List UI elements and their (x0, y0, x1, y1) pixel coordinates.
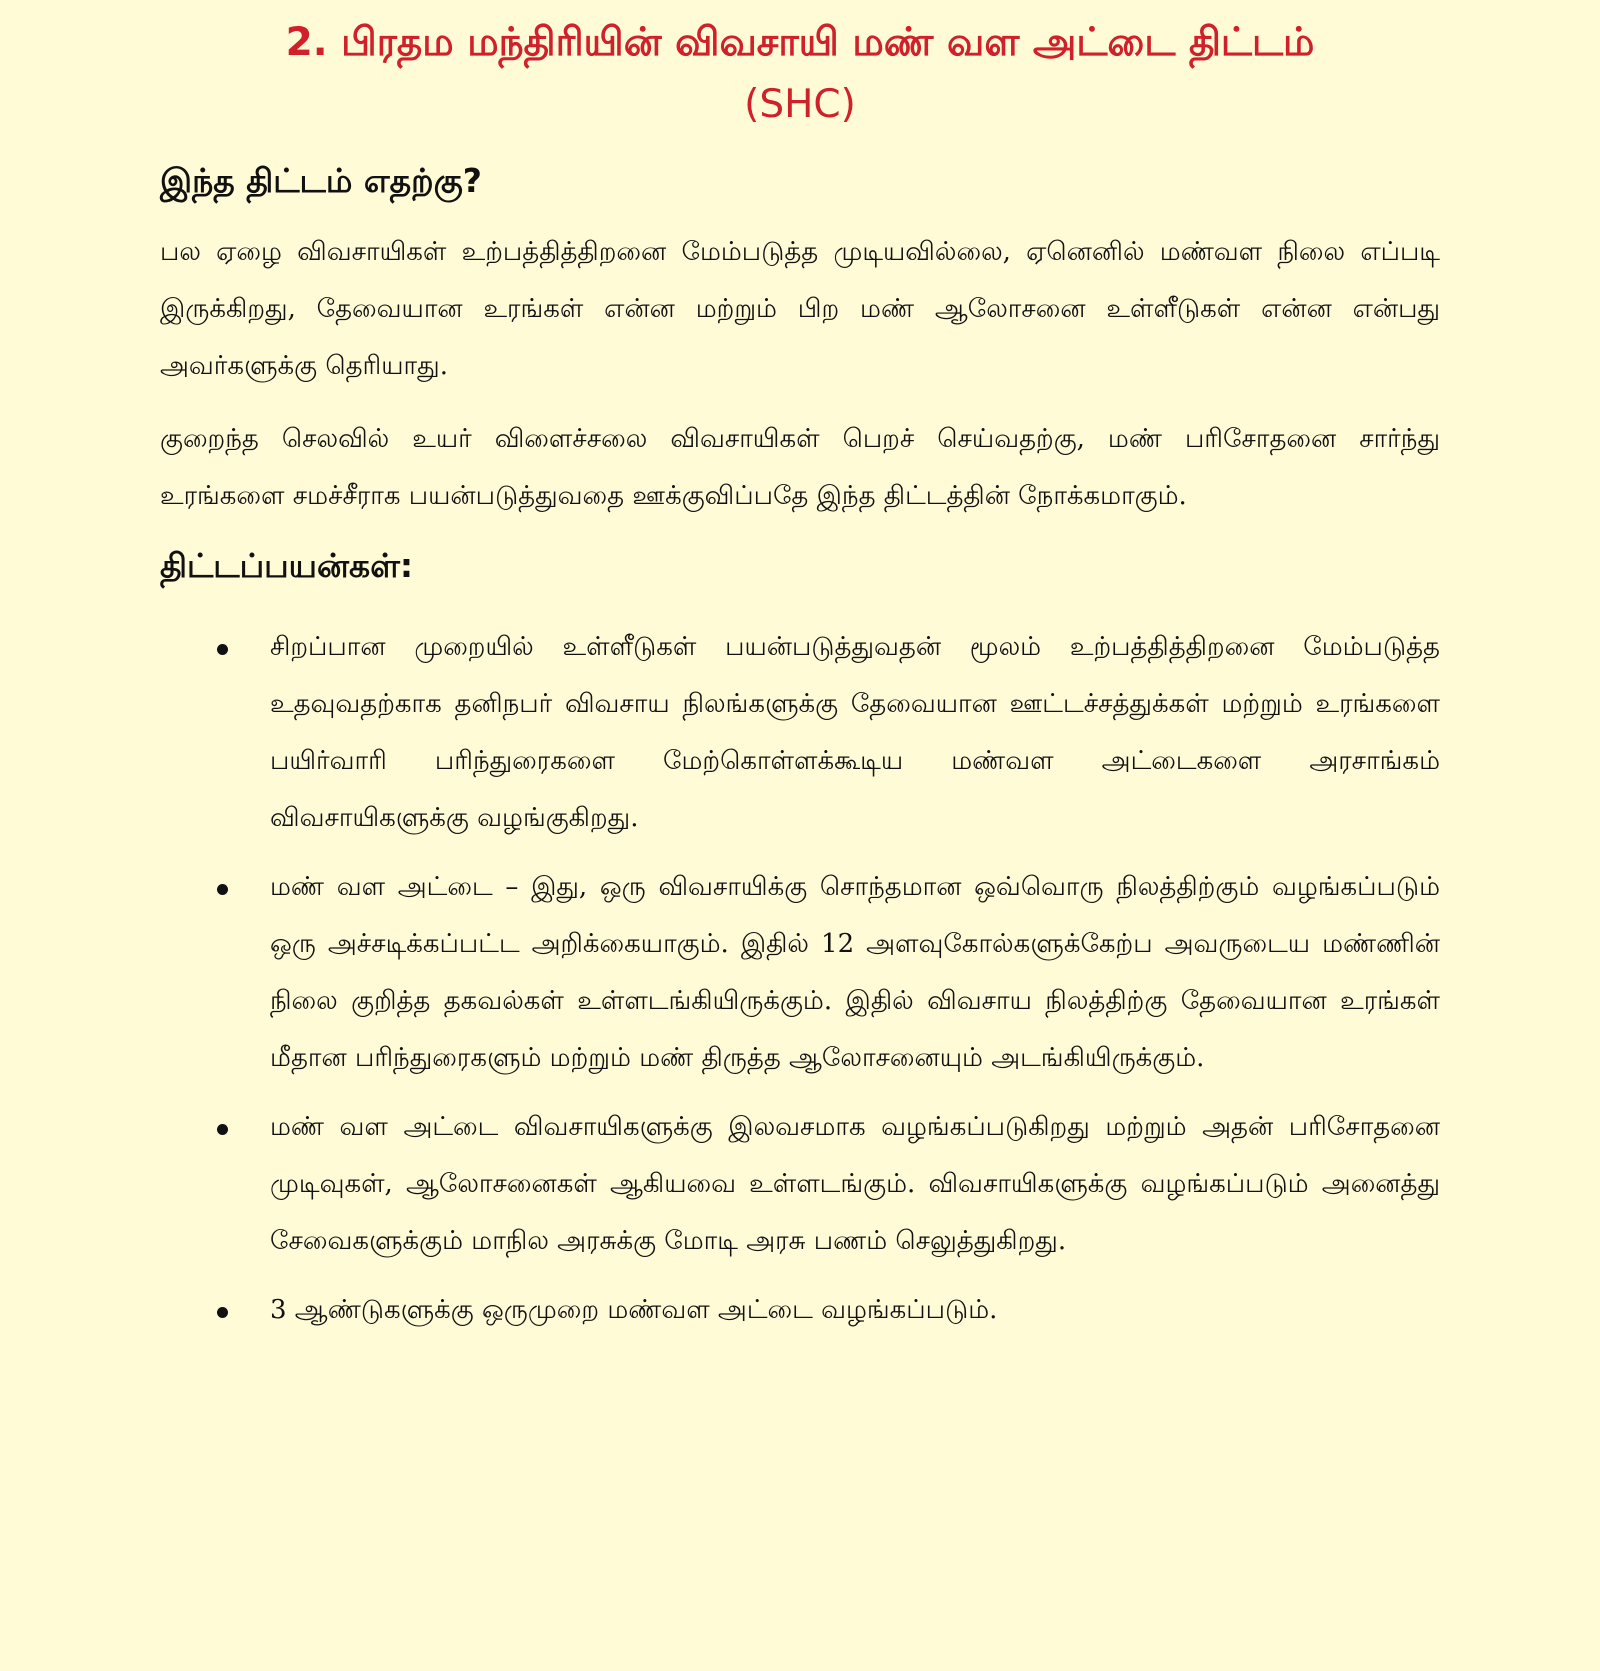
benefits-list (160, 619, 1440, 1339)
benefits-heading: திட்டப்பயன்கள்: (160, 546, 414, 585)
list-item-text: மண் வள அட்டை விவசாயிகளுக்கு இலவசமாக வழங்கப்படுகிறது மற்றும் அதன் பரிசோதனை முடிவுகள், ஆலோசனைகள் ஆகியவை உள்ளடங்கும். விவசாயிகளுக்கு வழங்கப்படும் அனைத்து சேவைகளுக்கும் மாநில அரசுக்கு மோடி அரசு பணம் செலுத்துகிறது. (270, 1112, 1440, 1256)
page-title-line-1: 2. பிரதம மந்திரியின் விவசாயி மண் வள அட்டை திட்டம் (285, 20, 1315, 65)
bullet-icon (217, 884, 228, 895)
list-item (160, 619, 1440, 847)
bullet-icon (217, 1124, 228, 1135)
list-item-text: சிறப்பான முறையில் உள்ளீடுகள் பயன்படுத்துவதன் மூலம் உற்பத்தித்திறனை மேம்படுத்த உதவுவதற்காக தனிநபர் விவசாய நிலங்களுக்கு தேவையான ஊட்டச்சத்துக்கள் மற்றும் உரங்களை பயிர்வாரி பரிந்துரைகளை மேற்கொள்ளக்கூடிய மண்வள அட்டைகளை அரசாங்கம் விவசாயிகளுக்கு வழங்குகிறது. (270, 632, 1440, 833)
bullet-icon (217, 1307, 228, 1318)
purpose-paragraph-1: பல ஏழை விவசாயிகள் உற்பத்தித்திறனை மேம்படுத்த முடியவில்லை, ஏனெனில் மண்வள நிலை எப்படி இருக்கிறது, தேவையான உரங்கள் என்ன மற்றும் பிற மண் ஆலோசனை உள்ளீடுகள் என்ன என்பது அவர்களுக்கு தெரியாது. (160, 237, 1440, 381)
purpose-heading: இந்த திட்டம் எதற்கு? (160, 161, 482, 200)
list-item (160, 1282, 1440, 1339)
page-title (160, 12, 1440, 136)
benefits-section (160, 541, 1440, 1339)
purpose-paragraph-2: குறைந்த செலவில் உயர் விளைச்சலை விவசாயிகள் பெறச் செய்வதற்கு, மண் பரிசோதனை சார்ந்து உரங்களை சமச்சீராக பயன்படுத்துவதை ஊக்குவிப்பதே இந்த திட்டத்தின் நோக்கமாகும். (160, 424, 1440, 511)
bullet-icon (217, 644, 228, 655)
list-item-text: மண் வள அட்டை – இது, ஒரு விவசாயிக்கு சொந்தமான ஒவ்வொரு நிலத்திற்கும் வழங்கப்படும் ஒரு அச்சடிக்கப்பட்ட அறிக்கையாகும். இதில் 12 அளவுகோல்களுக்கேற்ப அவருடைய மண்ணின் நிலை குறித்த தகவல்கள் உள்ளடங்கியிருக்கும். இதில் விவசாய நிலத்திற்கு தேவையான உரங்கள் மீதான பரிந்துரைகளும் மற்றும் மண் திருத்த ஆலோசனையும் அடங்கியிருக்கும். (270, 872, 1440, 1073)
list-item (160, 1099, 1440, 1270)
page-title-line-2: (SHC) (744, 82, 856, 127)
list-item (160, 859, 1440, 1087)
list-item-text: 3 ஆண்டுகளுக்கு ஒருமுறை மண்வள அட்டை வழங்கப்படும். (270, 1295, 998, 1325)
purpose-section (160, 156, 1440, 525)
